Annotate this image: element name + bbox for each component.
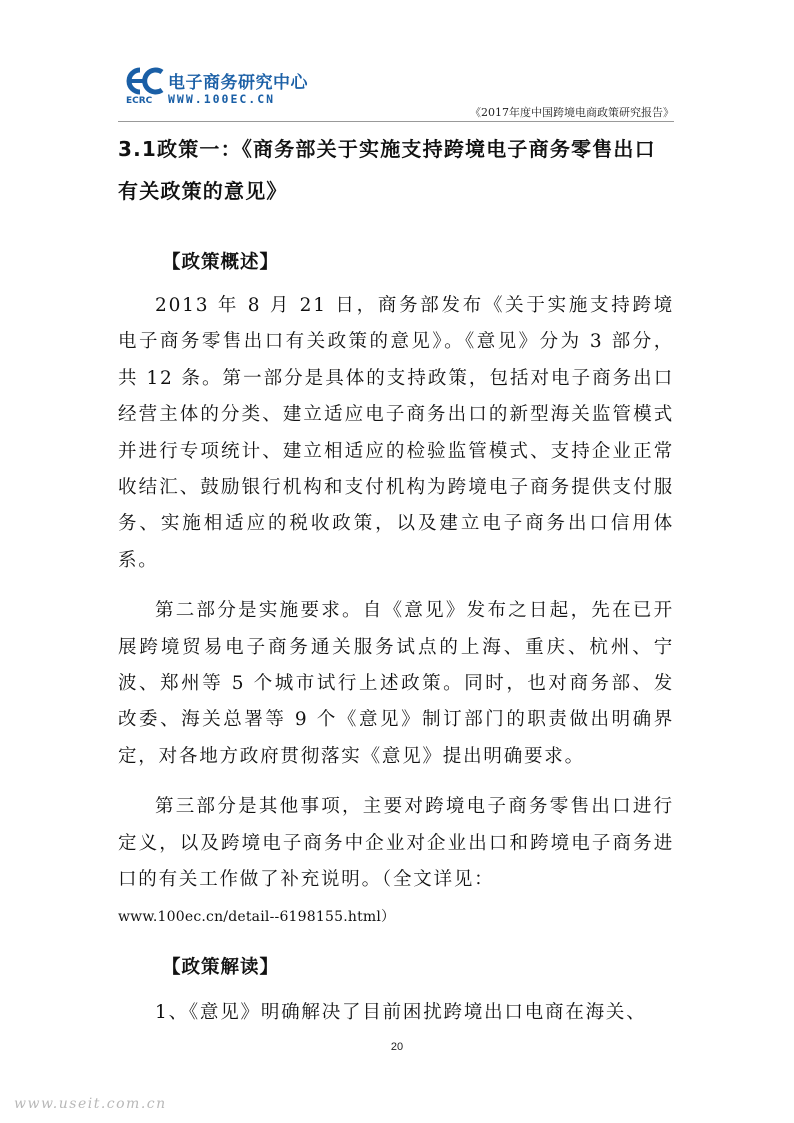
section-title [118, 128, 674, 212]
logo-chinese-name: 电子商务研究中心 [168, 73, 308, 93]
interpretation-paragraph-1: 1、《意见》明确解决了目前困扰跨境出口电商在海关、 [155, 1001, 647, 1023]
source-url: www.100ec.cn/detail--6198155.html） [118, 908, 396, 925]
overview-heading: 【政策概述】 [162, 252, 280, 273]
section-title-line2: 有关政策的意见》 [118, 179, 288, 203]
interpretation-heading: 【政策解读】 [162, 956, 280, 978]
page-content [118, 128, 674, 1031]
watermark: www.useit.com.cn [14, 1096, 167, 1112]
report-title: 《2017年度中国跨境电商政策研究报告》 [470, 106, 674, 119]
logo-url: WWW.100EC.CN [168, 92, 276, 106]
overview-paragraph-3: 第三部分是其他事项，主要对跨境电子商务零售出口进行定义，以及跨境电子商务中企业对企业出口和跨境电子商务进口的有关工作做了补充说明。（全文详见： [118, 796, 674, 891]
logo-abbreviation: ECRC [126, 96, 153, 106]
ecrc-logo [122, 64, 322, 110]
overview-paragraph-2: 第二部分是实施要求。自《意见》发布之日起，先在已开展跨境贸易电子商务通关服务试点的上海、重庆、杭州、宁波、郑州等 5 个城市试行上述政策。同时，也对商务部、发改委、海关总署等 9 个《意见》制订部门的职责做出明确界定，对各地方政府贯彻落实《意见》提出明确要求。 [118, 600, 674, 767]
overview-paragraph-1: 2013 年 8 月 21 日，商务部发布《关于实施支持跨境电子商务零售出口有关政策的意见》。《意见》分为 3 部分，共 12 条。第一部分是具体的支持政策，包括对电子商务出口经营主体的分类、建立适应电子商务出口的新型海关监管模式并进行专项统计、建立相适应的检验监管模式、支持企业正常收结汇、鼓励银行机构和支付机构为跨境电子商务提供支付服务、实施相适应的税收政策，以及建立电子商务出口信用体系。 [118, 295, 674, 571]
header-divider [118, 121, 674, 122]
ecrc-logo-icon [122, 66, 166, 96]
page-number: 20 [390, 1041, 404, 1053]
section-title-line1: 3.1政策一：《商务部关于实施支持跨境电子商务零售出口 [118, 137, 656, 161]
